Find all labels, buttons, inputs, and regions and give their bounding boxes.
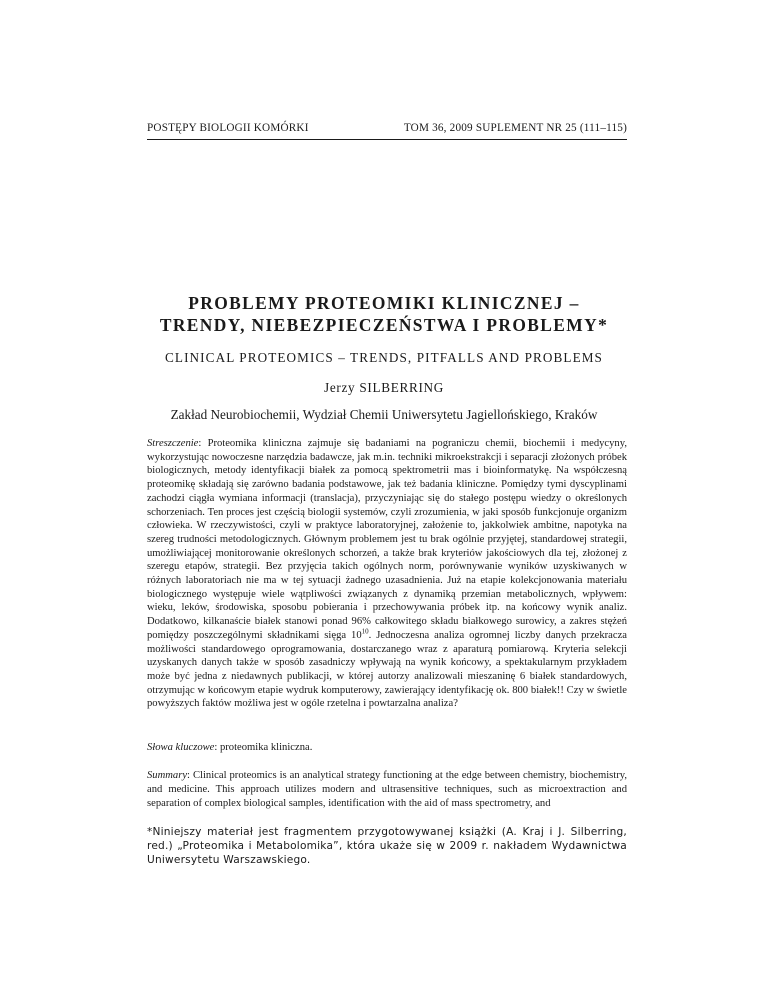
keywords-label: Słowa kluczowe [147,742,215,753]
english-title: CLINICAL PROTEOMICS – TRENDS, PITFALLS AND PROBLEMS [165,350,603,365]
abstract-superscript: 10 [361,627,369,636]
title-line-2: TRENDY, NIEBEZPIECZEŃSTWA I PROBLEMY* [159,315,609,335]
summary-text: : Clinical proteomics is an analytical strategy functioning at the edge between chemistry, biochemistry, and medicine. This approach utilizes modern and ultrasensitive techniques, such as microextraction and separation of complex biological samples, identification with the aid of mass spectrometry, and [147,770,627,809]
footnote: *Niniejszy materiał jest fragmentem przygotowywanej książki (A. Kraj i J. Silberring, red.) „Proteomika i Metabolomika”, która ukaże się w 2009 r. nakładem Wydawnictwa Uniwersytetu Warszawskiego. [147,826,627,867]
abstract-text-cont: . Jednoczesna analiza ogromnej liczby danych przekracza możliwości standardowego oprogramowania, dostarczanego wraz z aparaturą pomiarową. Kryteria selekcji uzyskanych danych także w sposób zasadniczy wpływają na wynik końcowy, a spektakularnym przykładem może być jedna z niedawnych publikacji, w której autorzy analizowali mieszaninę 6 białek standardowych, otrzymując w końcowym etapie wydruk komputerowy, zawierający identyfikację ok. 800 białek!! Czy w świetle powyższych faktów możliwa jest w ogóle rzetelna i powtarzalna analiza? [147,629,627,710]
title-line-1: PROBLEMY PROTEOMIKI KLINICZNEJ – [188,293,580,313]
journal-name: POSTĘPY BIOLOGII KOMÓRKI [147,122,309,134]
abstract-text: : Proteomika kliniczna zajmuje się badaniami na pograniczu chemii, biochemii i medycyny, wykorzystując nowoczesne narzędzia badawcze, jak m.in. techniki mikroekstrakcji i separacji złożonych próbek biologicznych, metody identyfikacji białek za pomocą spektrometrii mas i bioinformatykę. Na współczesną proteomikę składają się zarówno badania podstawowe, jak też badania kliniczne. Pomiędzy tymi dyscyplinami zachodzi ciągła wymiana informacji (translacja), przyczyniając się do stałego postępu wiedzy o określonych schorzeniach. Ten proces jest częścią biologii systemów, czyli zrozumienia, w jaki sposób funkcjonuje organizm człowieka. W rzeczywistości, czyli w praktyce laboratoryjnej, założenie to, jakkolwiek ambitne, napotyka na szereg trudności metodologicznych. Głównym problemem jest tu brak ogólnie przyjętej, standardowej strategii, umożliwiającej monitorowanie określonych schorzeń, a także brak kryteriów jakościowych dla tej, złożonej z szeregu etapów, strategii. Bez przyjęcia takich ogólnych norm, porównywanie wyników uzyskiwanych w różnych laboratoriach nie ma w tej sytuacji żadnego uzasadnienia. Już na etapie kolekcjonowania materiału biologicznego występuje wiele wątpliwości związanych z dynamiką przemian metabolicznych, wpływem: wieku, leków, środowiska, sposobu pobierania i przechowywania próbek itp. na końcowy wynik analiz. Dodatkowo, kilkanaście białek stanowi ponad 96% całkowitego składu białkowego surowicy, a zakres stężeń pomiędzy poszczególnymi składnikami sięga 10 [147,438,627,641]
abstract-label: Streszczenie [147,438,199,449]
author: Jerzy SILBERRING [324,380,444,395]
summary-label: Summary [147,770,188,781]
keywords-text: : proteomika kliniczna. [214,742,313,753]
summary-en [147,769,627,811]
issue-info: TOM 36, 2009 SUPLEMENT NR 25 (111–115) [403,122,627,134]
keywords [147,741,627,755]
affiliation: Zakład Neurobiochemii, Wydział Chemii Uniwersytetu Jagiellońskiego, Kraków [170,407,598,422]
article-title [80,292,688,336]
abstract-pl [147,437,627,711]
header-rule [147,139,627,140]
